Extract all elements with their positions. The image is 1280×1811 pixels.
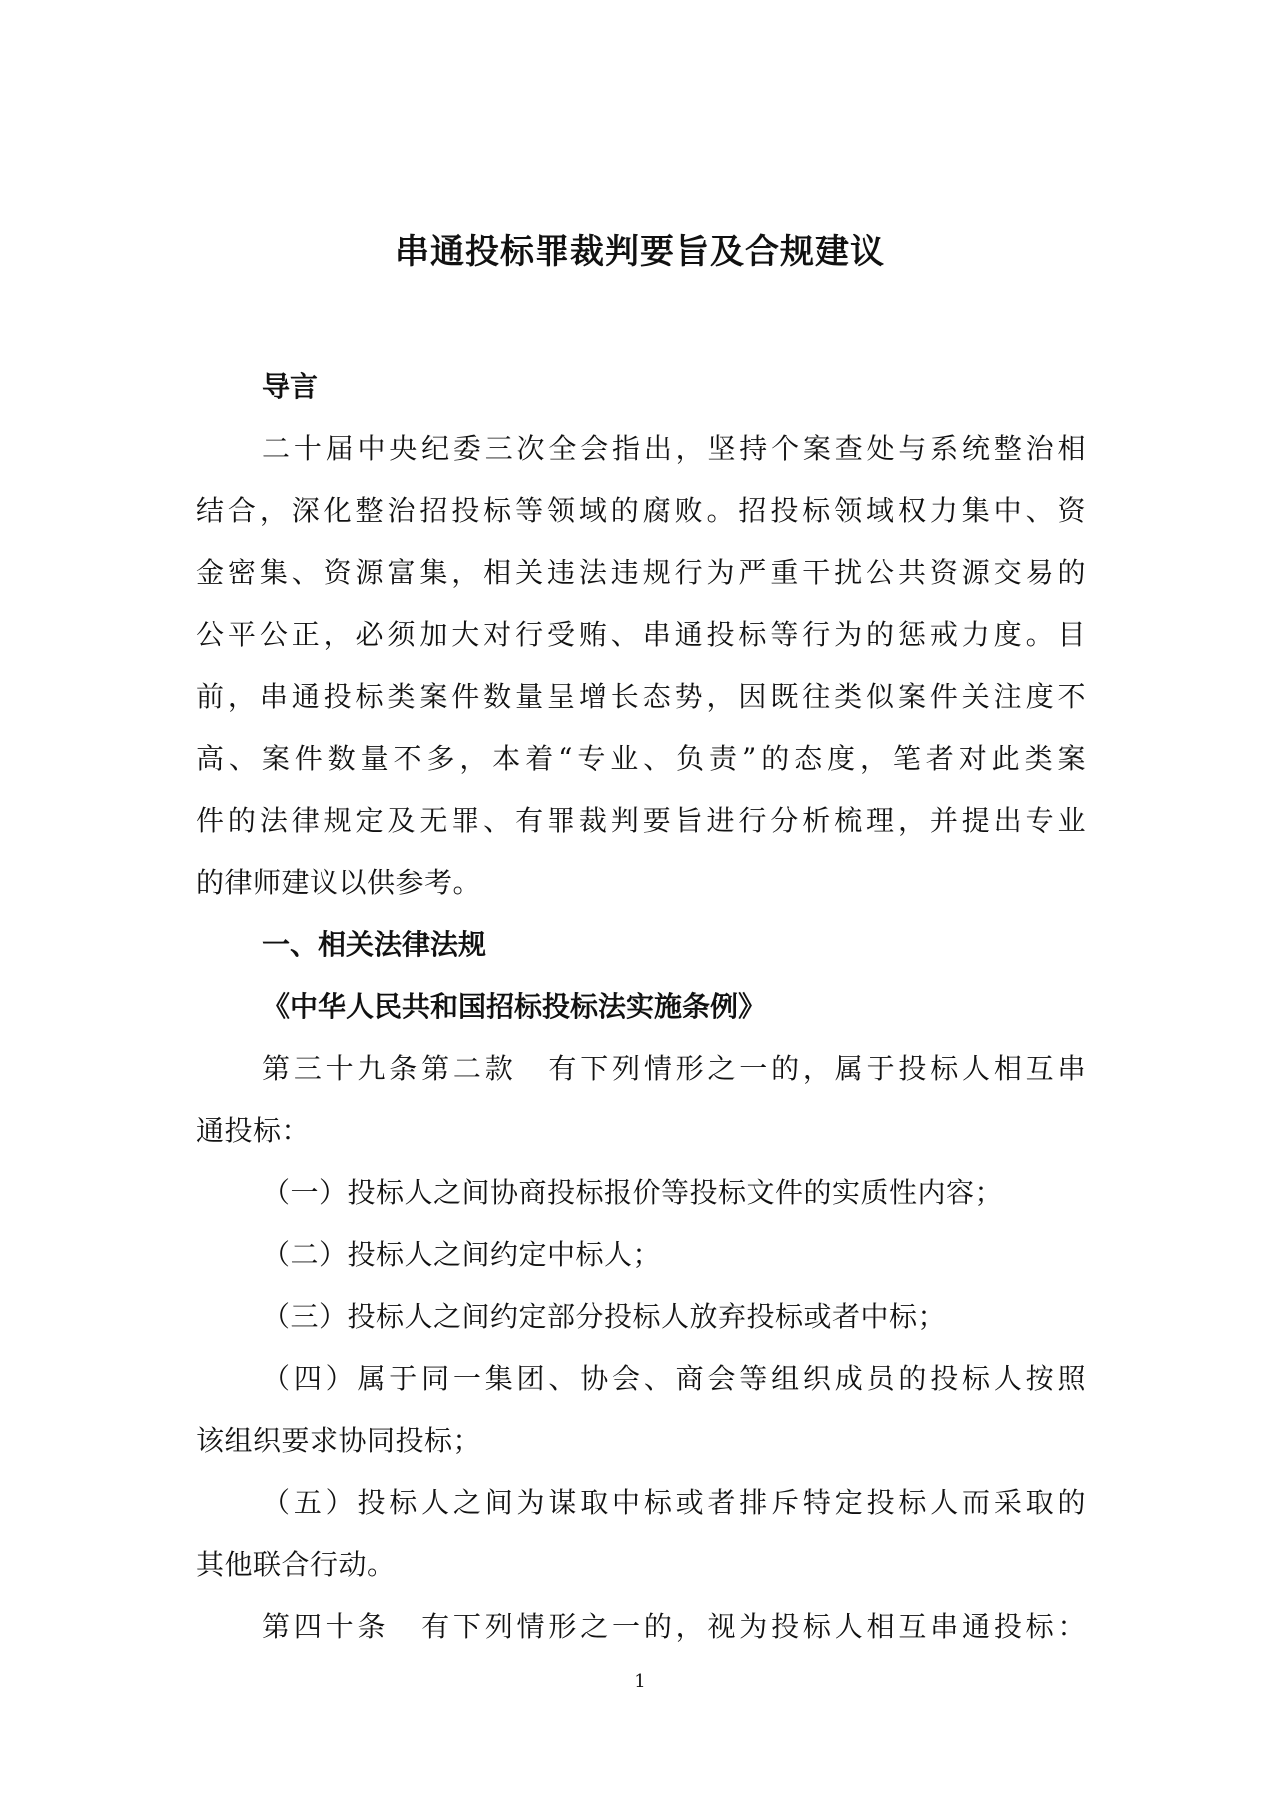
article-39-item: 其他联合行动。 (196, 1548, 396, 1581)
intro-line: 前，串通投标类案件数量呈增长态势，因既往类似案件关注度不 (196, 680, 1086, 713)
article-39-item: （二）投标人之间约定中标人； (262, 1238, 662, 1271)
intro-heading: 导言 (262, 370, 319, 403)
document-body (196, 356, 1086, 1658)
article-40-line: 第四十条 有下列情形之一的，视为投标人相互串通投标： (262, 1610, 1086, 1643)
article-39-item: （一）投标人之间协商投标报价等投标文件的实质性内容； (262, 1176, 1004, 1209)
intro-line: 二十届中央纪委三次全会指出，坚持个案查处与系统整治相 (262, 432, 1086, 465)
article-39-item: （四）属于同一集团、协会、商会等组织成员的投标人按照 (262, 1362, 1086, 1395)
article-39-item: 该组织要求协同投标； (196, 1424, 482, 1457)
intro-line: 结合，深化整治招投标等领域的腐败。招投标领域权力集中、资 (196, 494, 1086, 527)
intro-line: 件的法律规定及无罪、有罪裁判要旨进行分析梳理，并提出专业 (196, 804, 1086, 837)
intro-line: 金密集、资源富集，相关违法违规行为严重干扰公共资源交易的 (196, 556, 1086, 589)
law-title: 《中华人民共和国招标投标法实施条例》 (262, 990, 767, 1023)
intro-line: 公平公正，必须加大对行受贿、串通投标等行为的惩戒力度。目 (196, 618, 1086, 651)
document-title: 串通投标罪裁判要旨及合规建议 (395, 232, 885, 272)
article-39-item: （三）投标人之间约定部分投标人放弃投标或者中标； (262, 1300, 947, 1333)
section-heading: 一、相关法律法规 (262, 928, 487, 961)
page-number: 1 (634, 1671, 646, 1692)
article-39-line: 通投标： (196, 1114, 311, 1147)
intro-line: 的律师建议以供参考。 (196, 866, 482, 899)
article-39-line: 第三十九条第二款 有下列情形之一的，属于投标人相互串 (262, 1052, 1086, 1085)
intro-line: 高、案件数量不多，本着“专业、负责”的态度，笔者对此类案 (196, 742, 1086, 775)
article-39-item: （五）投标人之间为谋取中标或者排斥特定投标人而采取的 (262, 1486, 1086, 1519)
